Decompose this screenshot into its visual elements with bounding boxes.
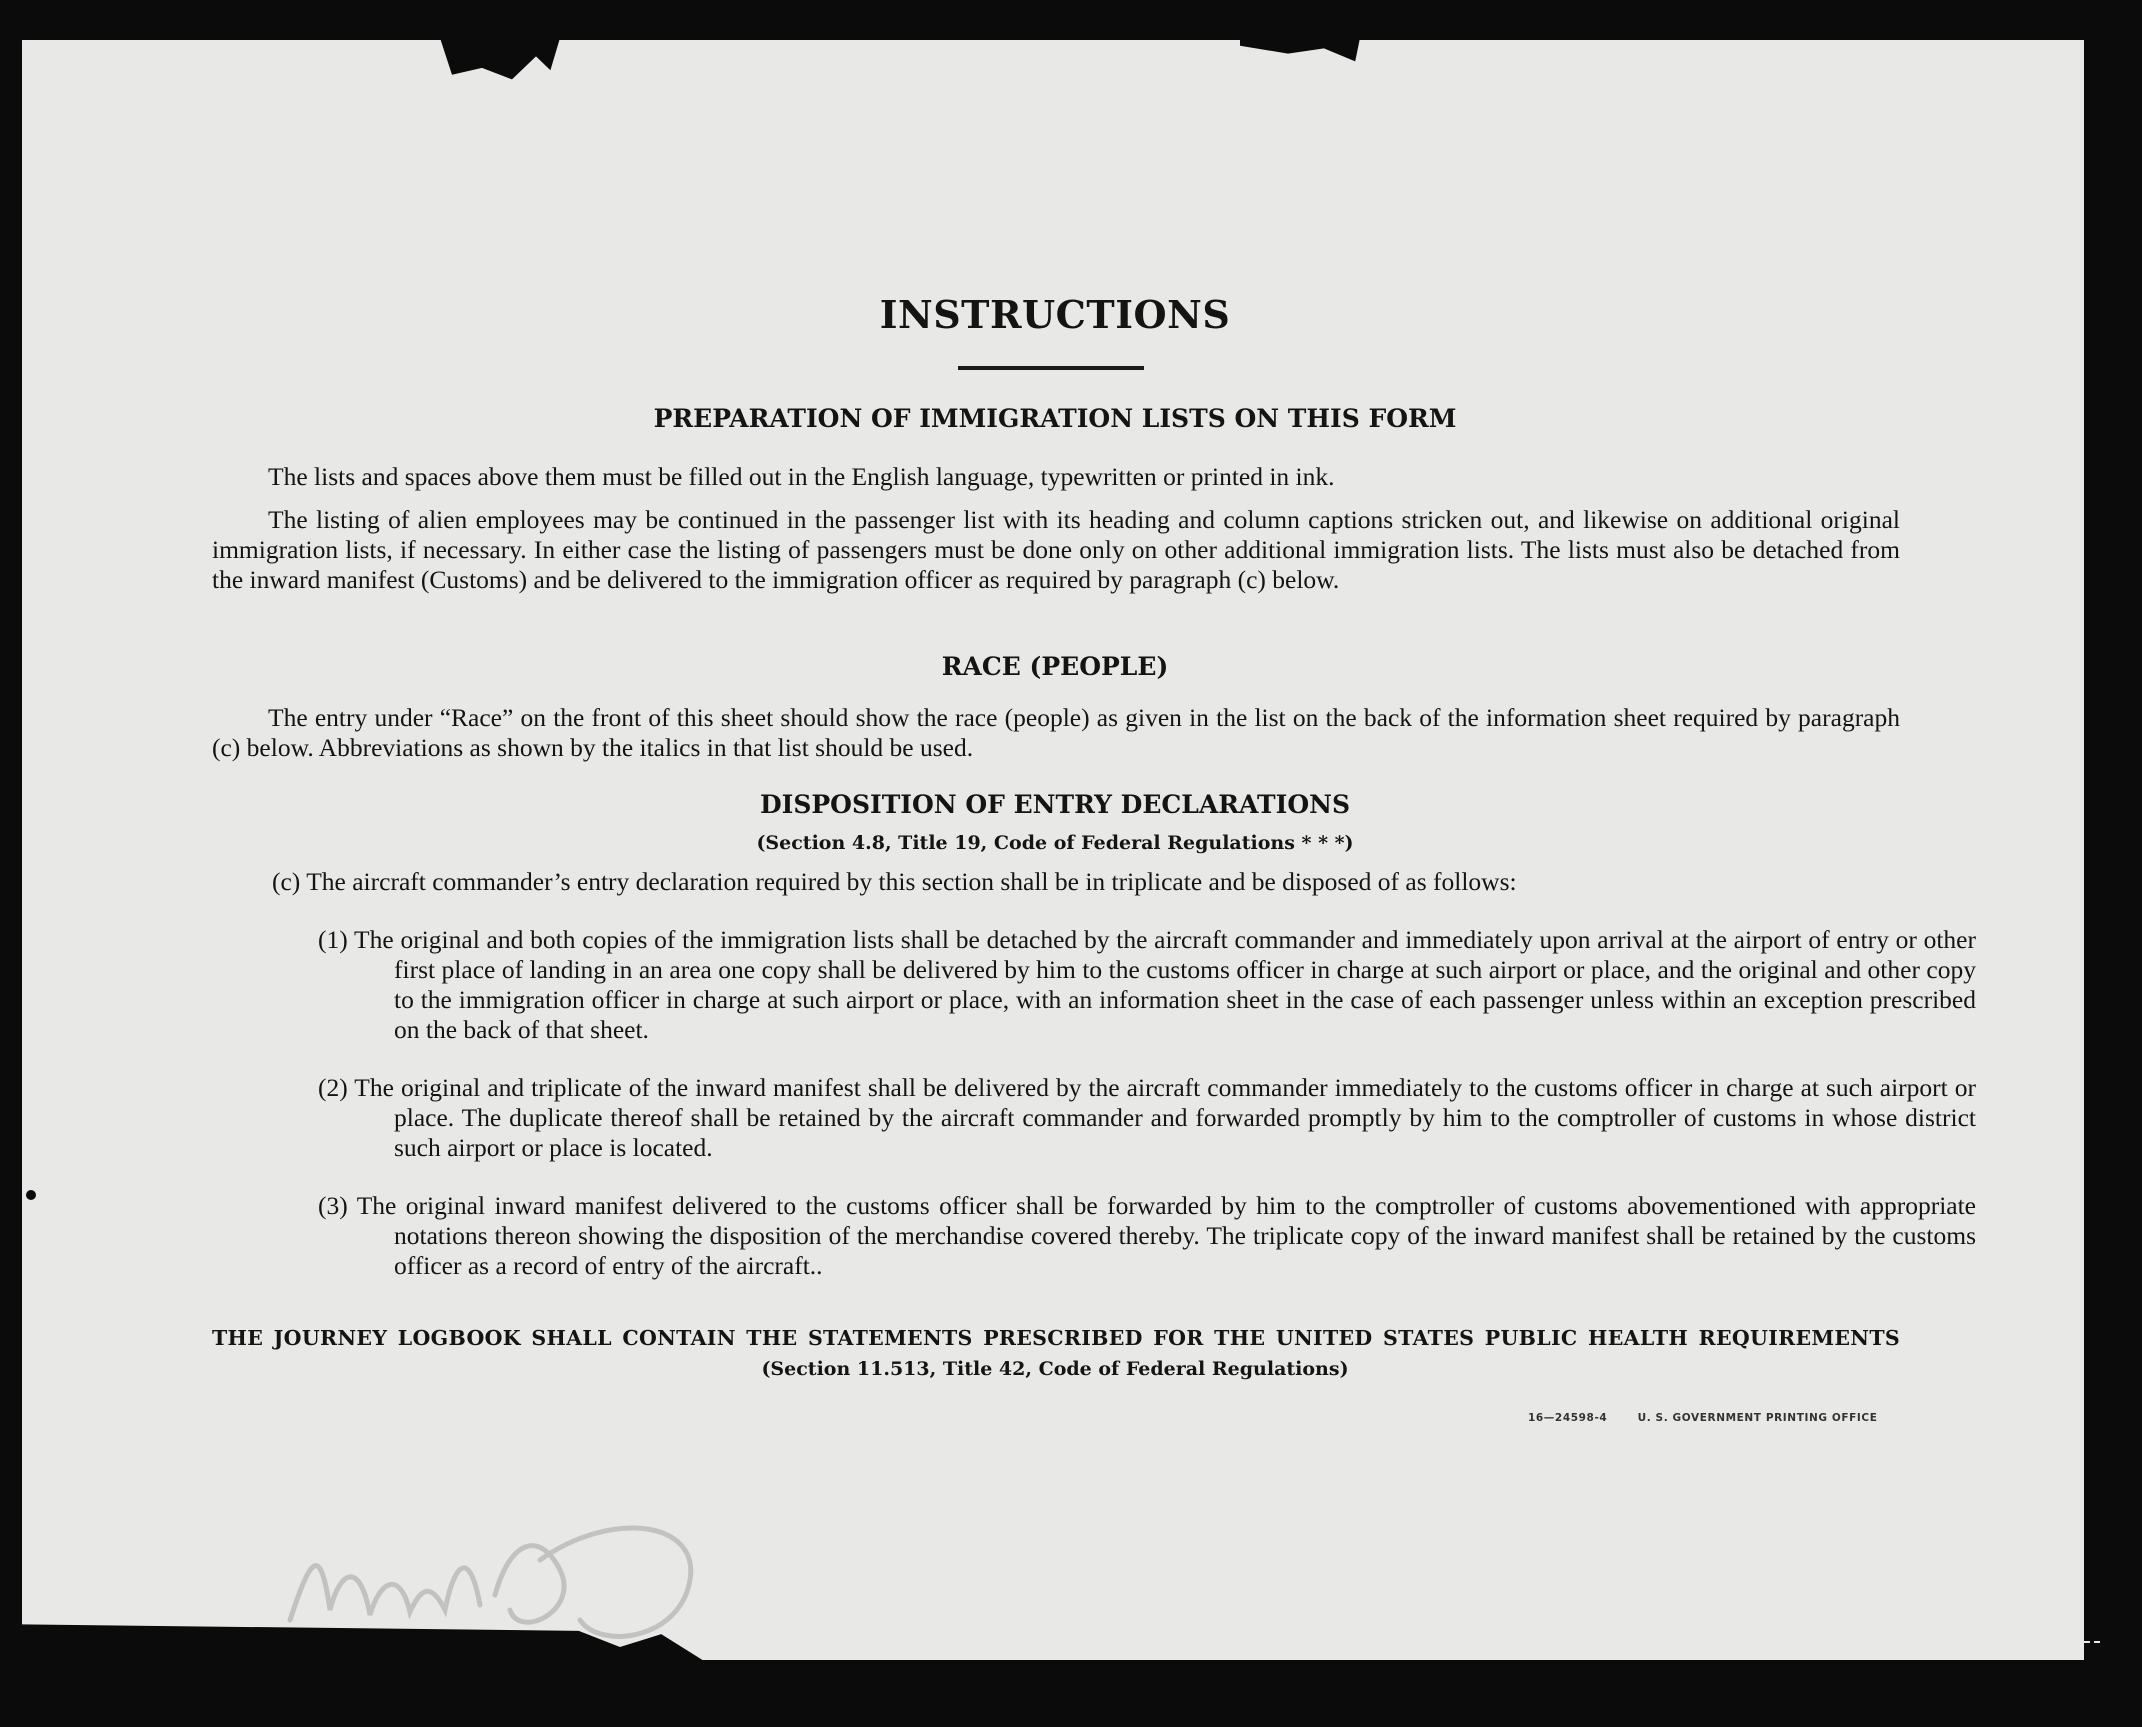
preparation-heading: PREPARATION OF IMMIGRATION LISTS ON THIS FORM [653, 404, 1457, 433]
preparation-paragraph-2: The listing of alien employees may be continued in the passenger list with its heading and column captions stricken out, and likewise on additional original immigration lists, if necessary. In either case the listing of passengers must be done only on other additional immigration lists. The lists must also be detached from the inward manifest (Customs) and be delivered to the immigration officer as required by paragraph (c) below. [212, 505, 1900, 594]
disposition-intro: (c) The aircraft commander’s entry declaration required by this section shall be in triplicate and be disposed of as follows: [272, 867, 1517, 896]
printer-name: U. S. GOVERNMENT PRINTING OFFICE [1637, 1412, 1878, 1424]
title-underline [958, 366, 1144, 370]
disposition-item-1: (1) The original and both copies of the immigration lists shall be detached by the aircraft commander and immediately upon arrival at the airport of entry or other first place of landing in an area one copy shall be delivered by him to the customs officer in charge at such airport or place, and the original and other copy to the immigration officer in charge at such airport or place, with an information sheet in the case of each passenger unless within an exception prescribed on the back of that sheet. [318, 925, 1976, 1044]
disposition-item-3: (3) The original inward manifest delivered to the customs officer shall be forwarded by him to the comptroller of customs abovementioned with appropriate notations thereon showing the disposition of the merchandise covered thereby. The triplicate copy of the inward manifest shall be retained by the customs officer as a record of entry of the aircraft.. [318, 1191, 1976, 1280]
form-code: 16—24598-4 [1528, 1412, 1608, 1424]
public-health-statement: THE JOURNEY LOGBOOK SHALL CONTAIN THE STATEMENTS PRESCRIBED FOR THE UNITED STATES PUBLIC HEALTH REQUIREMENTS [212, 1326, 1900, 1350]
preparation-paragraph-1: The lists and spaces above them must be filled out in the English language, typewritten or printed in ink. [268, 462, 1335, 491]
race-paragraph: The entry under “Race” on the front of this sheet should show the race (people) as given in the list on the back of the information sheet required by paragraph (c) below. Abbreviations as shown by the italics in that list should be used. [212, 703, 1900, 762]
race-heading: RACE (PEOPLE) [941, 652, 1169, 681]
page-title: INSTRUCTIONS [879, 292, 1231, 337]
disposition-heading: DISPOSITION OF ENTRY DECLARATIONS [759, 790, 1351, 819]
disposition-reference: (Section 4.8, Title 19, Code of Federal Regulations * * *) [756, 832, 1354, 854]
printer-imprint [1528, 1412, 1877, 1424]
disposition-item-2: (2) The original and triplicate of the inward manifest shall be delivered by the aircraft commander immediately to the customs officer in charge at such airport or place. The duplicate thereof shall be retained by the aircraft commander and forwarded promptly by him to the comptroller of customs in whose district such airport or place is located. [318, 1073, 1976, 1162]
public-health-reference: (Section 11.513, Title 42, Code of Federal Regulations) [761, 1358, 1349, 1380]
